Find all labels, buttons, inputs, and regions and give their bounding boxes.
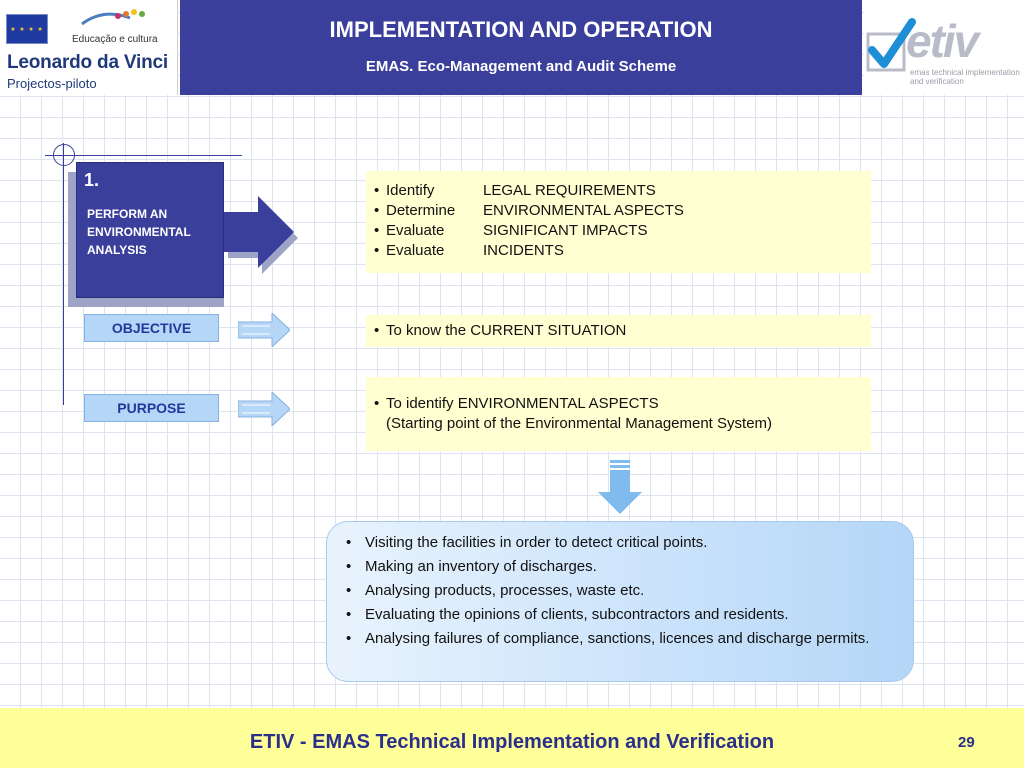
right-arrow-icon [238,313,290,347]
list-item: • Determine ENVIRONMENTAL ASPECTS [366,201,871,221]
crosshair-circle [53,144,75,166]
right-arrow-icon [224,196,300,276]
down-arrow-icon [598,460,642,514]
list-item: • Making an inventory of discharges. [340,557,900,577]
program-title: Leonardo da Vinci [7,52,168,73]
etiv-tagline: emas technical implementation and verification [910,68,1020,86]
slide-title: IMPLEMENTATION AND OPERATION [329,17,713,42]
education-culture-text: Educação e cultura [72,34,158,45]
purpose-tag: PURPOSE [84,394,219,422]
list-item: • Visiting the facilities in order to detect critical points. [340,533,900,553]
list-item: • Analysing failures of compliance, sanctions, licences and discharge permits. [340,629,900,649]
slide-subtitle: EMAS. Eco-Management and Audit Scheme [365,58,677,75]
list-item: • Evaluate SIGNIFICANT IMPACTS [366,221,871,241]
vertical-guide-line [63,143,64,405]
step-label-line: ANALYSIS [87,243,147,257]
activities-list [340,533,900,653]
objective-text: • To know the CURRENT SITUATION [366,321,871,341]
purpose-text: • To identify ENVIRONMENTAL ASPECTS (Starting point of the Environmental Management System) [366,394,871,434]
objective-tag: OBJECTIVE [84,314,219,342]
eu-flag-icon: ★ ★ ★ ★ [6,14,48,44]
requirements-list [366,181,871,261]
requirements-box [366,171,871,273]
title-bar [180,0,862,95]
right-arrow-icon [238,392,290,426]
step-number: 1. [84,170,100,190]
program-subtitle: Projectos-piloto [7,76,97,91]
step-label-line: ENVIRONMENTAL [87,225,191,239]
purpose-box [366,377,871,451]
etiv-wordmark: etiv [906,15,978,67]
education-culture-icon [80,8,150,30]
list-item: • Identify LEGAL REQUIREMENTS [366,181,871,201]
step-label-line: PERFORM AN [87,207,168,221]
footer-title: ETIV - EMAS Technical Implementation and Verification [249,731,775,753]
list-item: • Evaluating the opinions of clients, subcontractors and residents. [340,605,900,625]
list-item: • Analysing products, processes, waste etc. [340,581,900,601]
page-number: 29 [958,734,975,751]
list-item: • Evaluate INCIDENTS [366,241,871,261]
step-label [87,205,191,259]
etiv-logo [864,0,1024,95]
objective-box [366,315,871,347]
